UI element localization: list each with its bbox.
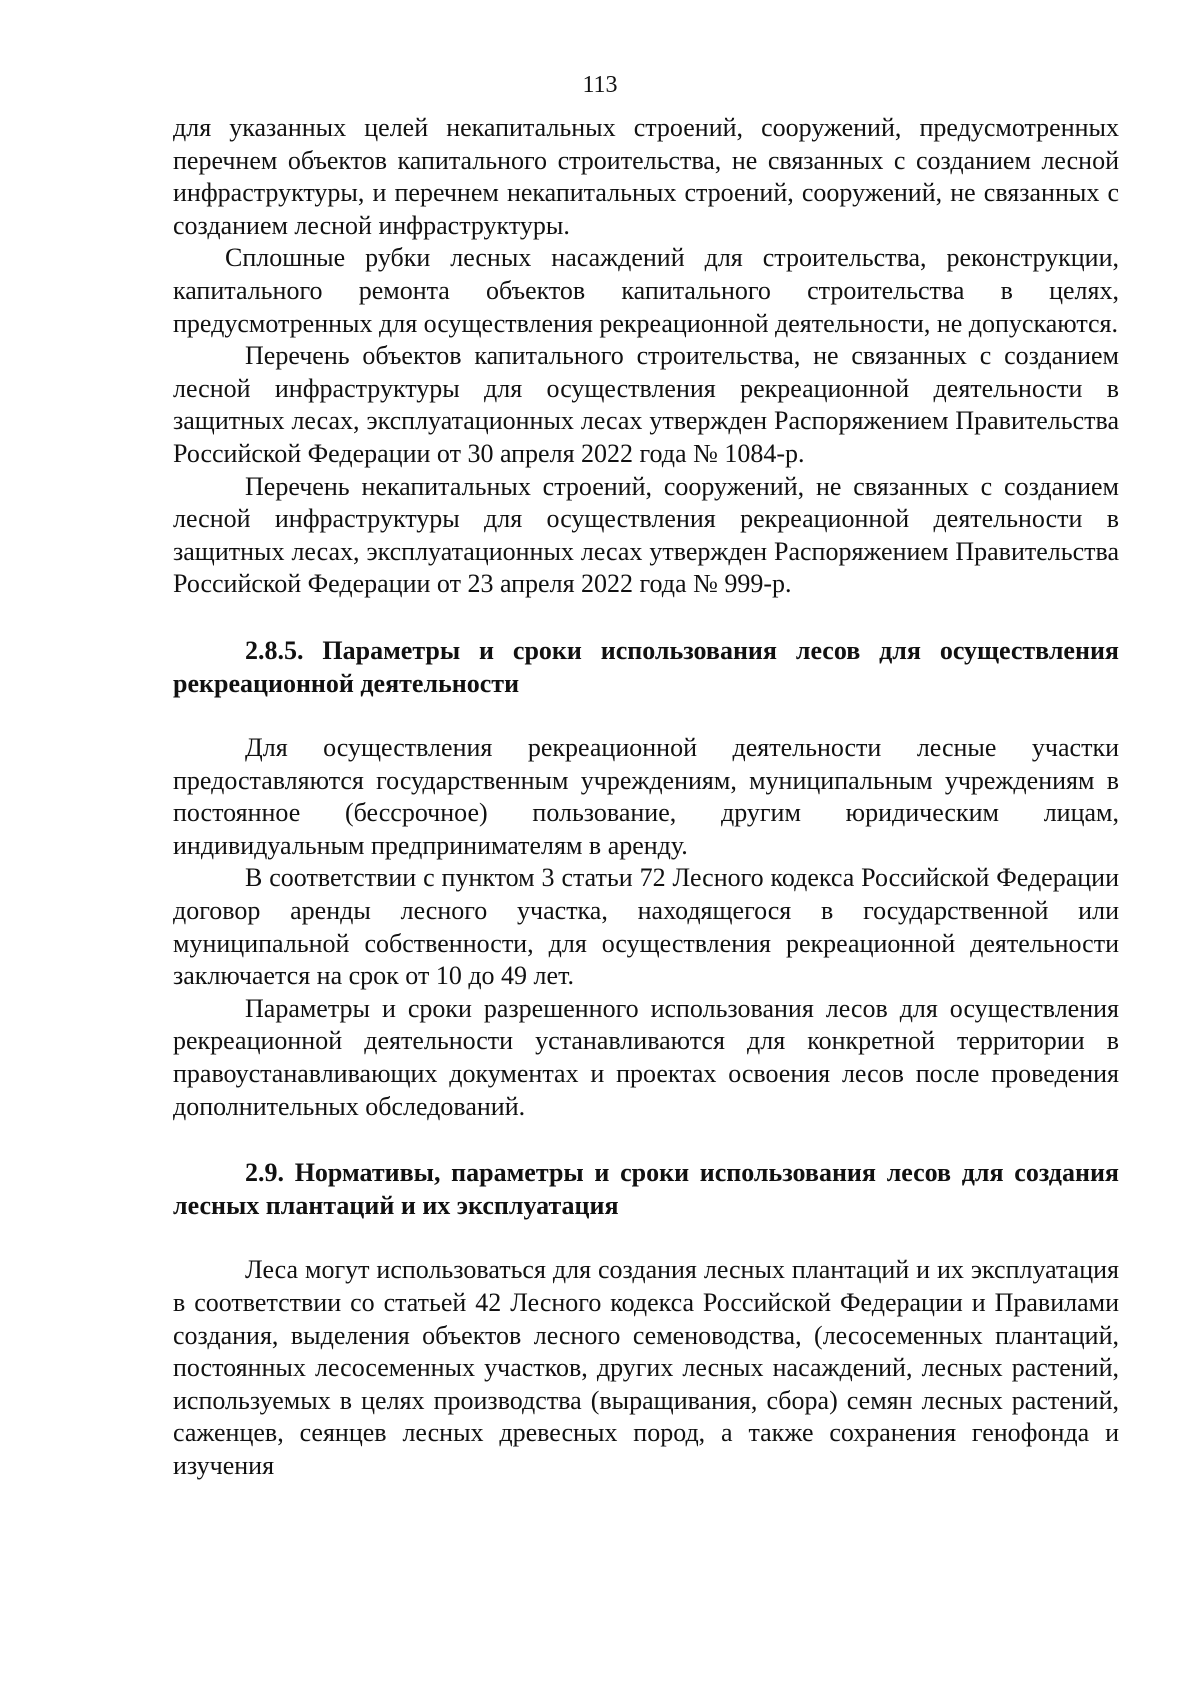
document-body (173, 112, 1119, 1483)
paragraph-capital-objects-list: Перечень объектов капитального строительства, не связанных с созданием лесной инфраструктуры для осуществления рекреационной деятельности в защитных лесах, эксплуатационных лесах утвержден Распоряжением Правительства Российской Федерации от 30 апреля 2022 года № 1084-р. (173, 341, 1119, 468)
paragraph-clear-cutting: Сплошные рубки лесных насаждений для строительства, реконструкции, капитального ремонта объектов капитального строительства в целях, предусмотренных для осуществления рекреационной деятельности, не допускаются. (173, 243, 1119, 338)
page-number: 113 (582, 72, 618, 98)
paragraph-2-8-5-parameters: Параметры и сроки разрешенного использования лесов для осуществления рекреационной деятельности устанавливаются для конкретной территории в правоустанавливающих документах и проектах освоения лесов после проведения дополнительных обследований. (173, 993, 1119, 1121)
heading-section-2-9: 2.9. Нормативы, параметры и сроки использования лесов для создания лесных плантаций и их эксплуатация (173, 1158, 1119, 1220)
paragraph-continuation: для указанных целей некапитальных строений, сооружений, предусмотренных перечнем объектов капитального строительства, не связанных с созданием лесной инфраструктуры, и перечнем некапитальных строений, сооружений, не связанных с созданием лесной инфраструктуры. (173, 113, 1119, 240)
paragraph-2-9-plantations: Леса могут использоваться для создания лесных плантаций и их эксплуатация в соответствии со статьей 42 Лесного кодекса Российской Федерации и Правилами создания, выделения объектов лесного семеноводства, (лесосеменных плантаций, постоянных лесосеменных участков, других лесных насаждений, лесных растений, используемых в целях производства (выращивания, сбора) семян лесных растений, саженцев, сеянцев лесных древесных пород, а также сохранения генофонда и изучения (173, 1255, 1119, 1480)
heading-section-2-8-5: 2.8.5. Параметры и сроки использования лесов для осуществления рекреационной деятельности (173, 635, 1119, 698)
paragraph-2-8-5-lease-term: В соответствии с пунктом 3 статьи 72 Лесного кодекса Российской Федерации договор аренды лесного участка, находящегося в государственной или муниципальной собственности, для осуществления рекреационной деятельности заключается на срок от 10 до 49 лет. (173, 863, 1119, 991)
paragraph-2-8-5-provision: Для осуществления рекреационной деятельности лесные участки предоставляются государственным учреждениям, муниципальным учреждениям в постоянное (бессрочное) пользование, другим юридическим лицам, индивидуальным предпринимателям в аренду. (173, 733, 1119, 860)
paragraph-noncapital-objects-list: Перечень некапитальных строений, сооружений, не связанных с созданием лесной инфраструктуры для осуществления рекреационной деятельности в защитных лесах, эксплуатационных лесах утвержден Распоряжением Правительства Российской Федерации от 23 апреля 2022 года № 999-р. (173, 471, 1119, 599)
